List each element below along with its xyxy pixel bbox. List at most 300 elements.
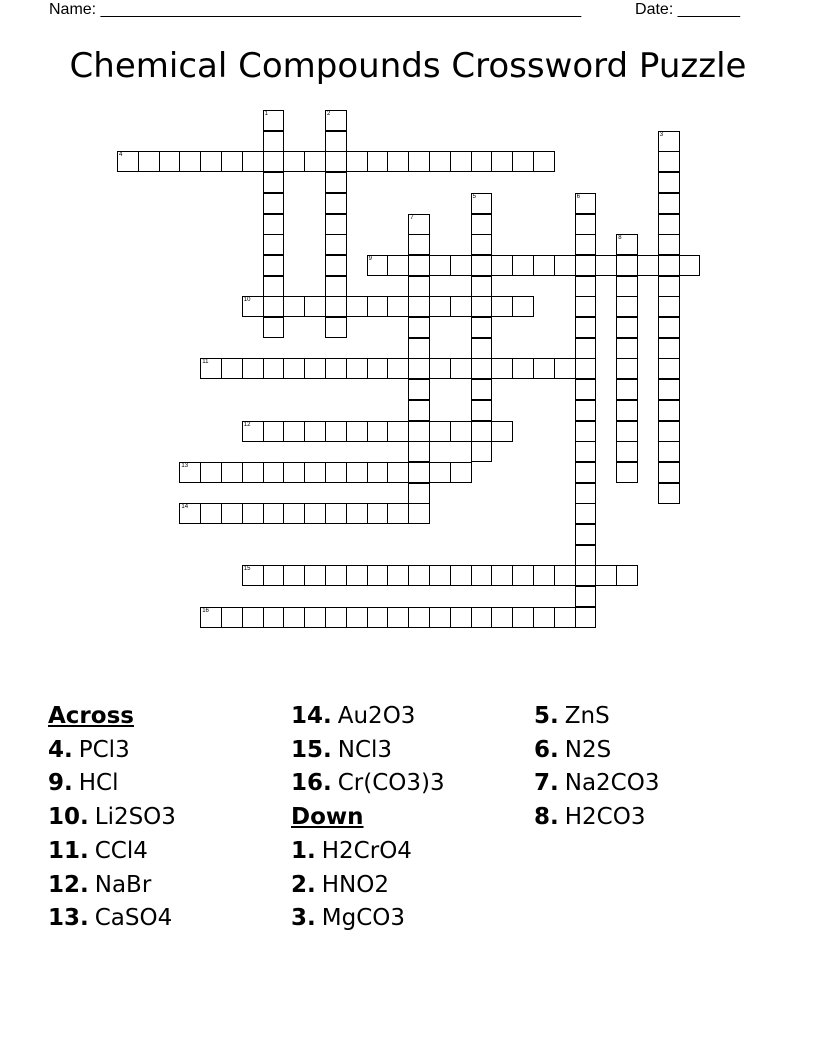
grid-cell[interactable]: [575, 462, 597, 483]
grid-cell[interactable]: [595, 565, 617, 586]
grid-cell[interactable]: [575, 483, 597, 504]
grid-cell[interactable]: [408, 503, 430, 524]
grid-cell[interactable]: [658, 483, 680, 504]
clue-number: 6.: [534, 736, 559, 763]
grid-cell[interactable]: [471, 441, 493, 462]
grid-cell[interactable]: [346, 607, 368, 628]
clue-number-label: 8: [618, 235, 622, 242]
grid-cell[interactable]: [346, 565, 368, 586]
clue-column-1: [48, 700, 176, 936]
grid-cell[interactable]: [325, 214, 347, 235]
grid-cell[interactable]: [450, 421, 472, 442]
grid-cell[interactable]: [658, 214, 680, 235]
grid-cell[interactable]: [263, 317, 285, 338]
grid-cell[interactable]: [554, 358, 576, 379]
clue-down: [291, 869, 445, 903]
grid-cell[interactable]: [242, 565, 264, 586]
grid-cell[interactable]: [159, 151, 181, 172]
clue-text: CaSO4: [94, 905, 173, 932]
grid-cell[interactable]: [512, 255, 534, 276]
clue-number: 1.: [291, 837, 316, 864]
grid-cell[interactable]: [471, 276, 493, 297]
grid-cell[interactable]: [242, 607, 264, 628]
grid-cell[interactable]: [304, 503, 326, 524]
grid-cell[interactable]: [658, 317, 680, 338]
clue-number-label: 2: [327, 111, 331, 117]
clue-down: [534, 734, 659, 768]
date-field-label[interactable]: Date: _______: [635, 1, 740, 18]
grid-cell[interactable]: [616, 400, 638, 421]
grid-cell[interactable]: [429, 607, 451, 628]
grid-cell[interactable]: [491, 151, 513, 172]
grid-cell[interactable]: [283, 421, 305, 442]
clue-number-label: 10: [243, 297, 251, 304]
clue-text: Li2SO3: [94, 804, 176, 831]
grid-cell[interactable]: [616, 338, 638, 359]
clue-number-label: 11: [202, 359, 209, 366]
grid-cell[interactable]: [263, 276, 285, 297]
grid-cell[interactable]: [346, 151, 368, 172]
grid-cell[interactable]: [304, 296, 326, 317]
clue-text: PCl3: [78, 736, 130, 763]
across-heading: Across: [48, 703, 134, 729]
grid-cell[interactable]: [242, 503, 264, 524]
clue-across: [48, 869, 176, 903]
grid-cell[interactable]: [387, 255, 409, 276]
grid-cell[interactable]: [575, 545, 597, 566]
grid-cell[interactable]: [471, 151, 493, 172]
grid-cell[interactable]: [575, 421, 597, 442]
grid-cell[interactable]: [658, 234, 680, 255]
grid-cell[interactable]: [429, 565, 451, 586]
clue-number: 15.: [291, 736, 332, 763]
grid-cell[interactable]: [304, 607, 326, 628]
grid-cell[interactable]: [346, 358, 368, 379]
clue-text: NCl3: [337, 736, 393, 763]
grid-cell[interactable]: [387, 358, 409, 379]
clue-number: 5.: [534, 703, 559, 729]
clue-number-label: 3: [659, 131, 664, 138]
clue-number-label: 7: [410, 214, 414, 221]
grid-cell[interactable]: [471, 421, 493, 442]
grid-cell[interactable]: [263, 214, 285, 235]
grid-cell[interactable]: [450, 151, 472, 172]
grid-cell[interactable]: [408, 276, 430, 297]
grid-cell[interactable]: [263, 565, 285, 586]
clue-number: 4.: [48, 736, 73, 763]
grid-cell[interactable]: [491, 255, 513, 276]
grid-cell[interactable]: [408, 462, 430, 483]
grid-cell[interactable]: [408, 255, 430, 276]
clue-number: 10.: [48, 804, 89, 831]
grid-cell[interactable]: [450, 255, 472, 276]
grid-cell[interactable]: [408, 565, 430, 586]
grid-cell[interactable]: [263, 172, 285, 193]
grid-cell[interactable]: [616, 421, 638, 442]
grid-cell[interactable]: [200, 503, 222, 524]
grid-cell[interactable]: [263, 421, 285, 442]
grid-cell[interactable]: [450, 296, 472, 317]
grid-cell[interactable]: [387, 296, 409, 317]
grid-cell[interactable]: [304, 421, 326, 442]
grid-cell[interactable]: [575, 234, 597, 255]
grid-cell[interactable]: [325, 421, 347, 442]
grid-cell[interactable]: [346, 421, 368, 442]
grid-cell[interactable]: [221, 503, 243, 524]
grid-cell[interactable]: [658, 172, 680, 193]
grid-cell[interactable]: [575, 503, 597, 524]
grid-cell[interactable]: [283, 565, 305, 586]
grid-cell[interactable]: [408, 151, 430, 172]
clue-text: NaBr: [94, 871, 152, 898]
grid-cell[interactable]: [325, 607, 347, 628]
grid-cell[interactable]: [179, 462, 201, 483]
grid-cell[interactable]: [242, 358, 264, 379]
grid-cell[interactable]: [616, 565, 638, 586]
clue-text: HNO2: [321, 871, 389, 898]
grid-cell[interactable]: [616, 276, 638, 297]
grid-cell[interactable]: [263, 296, 285, 317]
grid-cell[interactable]: [595, 255, 617, 276]
grid-cell[interactable]: [325, 317, 347, 338]
grid-cell[interactable]: [263, 358, 285, 379]
grid-cell[interactable]: [283, 296, 305, 317]
grid-cell[interactable]: [491, 296, 513, 317]
grid-cell[interactable]: [325, 503, 347, 524]
grid-cell[interactable]: [658, 193, 680, 214]
clue-number-label: 15: [243, 566, 251, 573]
grid-cell[interactable]: [408, 379, 430, 400]
grid-cell[interactable]: [471, 565, 493, 586]
grid-cell[interactable]: [304, 358, 326, 379]
grid-cell[interactable]: [471, 296, 493, 317]
grid-cell[interactable]: [242, 296, 264, 317]
grid-cell[interactable]: [221, 151, 243, 172]
grid-cell[interactable]: [367, 151, 389, 172]
clue-number-label: 16: [202, 607, 209, 614]
grid-cell[interactable]: [575, 276, 597, 297]
grid-cell[interactable]: [658, 276, 680, 297]
grid-cell[interactable]: [554, 565, 576, 586]
grid-cell[interactable]: [616, 255, 638, 276]
grid-cell[interactable]: [408, 441, 430, 462]
clue-text: ZnS: [564, 703, 610, 729]
grid-cell[interactable]: [263, 131, 285, 152]
clue-number-label: 6: [576, 193, 580, 200]
grid-cell[interactable]: [346, 462, 368, 483]
grid-cell[interactable]: [575, 193, 597, 214]
grid-cell[interactable]: [575, 607, 597, 628]
grid-cell[interactable]: [616, 358, 638, 379]
grid-cell[interactable]: [658, 255, 680, 276]
grid-cell[interactable]: [387, 151, 409, 172]
grid-cell[interactable]: [367, 421, 389, 442]
grid-cell[interactable]: [138, 151, 160, 172]
grid-cell[interactable]: [658, 400, 680, 421]
grid-cell[interactable]: [263, 255, 285, 276]
grid-cell[interactable]: [575, 379, 597, 400]
clue-down: [291, 902, 445, 936]
grid-cell[interactable]: [575, 524, 597, 545]
grid-cell[interactable]: [408, 234, 430, 255]
clue-text: MgCO3: [321, 905, 405, 932]
grid-cell[interactable]: [491, 421, 513, 442]
grid-cell[interactable]: [346, 503, 368, 524]
grid-cell[interactable]: [408, 338, 430, 359]
grid-cell[interactable]: [429, 421, 451, 442]
clue-number-label: 4: [119, 152, 123, 159]
grid-cell[interactable]: [263, 110, 285, 131]
grid-cell[interactable]: [575, 338, 597, 359]
grid-cell[interactable]: [616, 234, 638, 255]
grid-cell[interactable]: [325, 358, 347, 379]
grid-cell[interactable]: [658, 131, 680, 152]
grid-cell[interactable]: [533, 255, 555, 276]
grid-cell[interactable]: [367, 358, 389, 379]
grid-cell[interactable]: [304, 565, 326, 586]
grid-cell[interactable]: [471, 193, 493, 214]
grid-cell[interactable]: [575, 214, 597, 235]
grid-cell[interactable]: [554, 607, 576, 628]
clue-number: 11.: [48, 837, 89, 864]
grid-cell[interactable]: [325, 151, 347, 172]
grid-cell[interactable]: [325, 255, 347, 276]
grid-cell[interactable]: [367, 296, 389, 317]
grid-cell[interactable]: [471, 379, 493, 400]
grid-cell[interactable]: [242, 151, 264, 172]
clue-number-label: 9: [368, 255, 372, 262]
clue-text: CCl4: [94, 837, 148, 864]
grid-cell[interactable]: [283, 503, 305, 524]
clue-number-label: 12: [243, 421, 251, 428]
clue-across: [291, 734, 445, 768]
grid-cell[interactable]: [367, 462, 389, 483]
grid-cell[interactable]: [221, 358, 243, 379]
grid-cell[interactable]: [533, 151, 555, 172]
clue-across: [48, 902, 176, 936]
grid-cell[interactable]: [408, 317, 430, 338]
grid-cell[interactable]: [533, 358, 555, 379]
grid-cell[interactable]: [429, 151, 451, 172]
clue-down: [534, 700, 659, 734]
grid-cell[interactable]: [367, 565, 389, 586]
grid-cell[interactable]: [575, 400, 597, 421]
clue-down: [534, 801, 659, 835]
grid-cell[interactable]: [512, 151, 534, 172]
grid-cell[interactable]: [200, 151, 222, 172]
clue-number: 14.: [291, 703, 332, 729]
clue-number: 12.: [48, 871, 89, 898]
clue-down: [291, 835, 445, 869]
grid-cell[interactable]: [408, 421, 430, 442]
grid-cell[interactable]: [450, 565, 472, 586]
grid-cell[interactable]: [408, 214, 430, 235]
grid-cell[interactable]: [429, 255, 451, 276]
grid-cell[interactable]: [221, 607, 243, 628]
grid-cell[interactable]: [471, 607, 493, 628]
grid-cell[interactable]: [200, 462, 222, 483]
grid-cell[interactable]: [325, 462, 347, 483]
grid-cell[interactable]: [575, 317, 597, 338]
grid-cell[interactable]: [512, 358, 534, 379]
grid-cell[interactable]: [491, 565, 513, 586]
name-field-label[interactable]: Name: ______________________________________________________: [49, 1, 582, 18]
grid-cell[interactable]: [242, 421, 264, 442]
grid-cell[interactable]: [658, 441, 680, 462]
clue-column-3: [534, 700, 659, 835]
grid-cell[interactable]: [554, 255, 576, 276]
grid-cell[interactable]: [512, 607, 534, 628]
grid-cell[interactable]: [512, 296, 534, 317]
grid-cell[interactable]: [429, 462, 451, 483]
clue-text: Au2O3: [337, 703, 416, 729]
grid-cell[interactable]: [471, 358, 493, 379]
grid-cell[interactable]: [200, 607, 222, 628]
clue-number-label: 1: [264, 111, 268, 117]
grid-cell[interactable]: [616, 296, 638, 317]
grid-cell[interactable]: [179, 151, 201, 172]
grid-cell[interactable]: [283, 151, 305, 172]
grid-cell[interactable]: [263, 193, 285, 214]
grid-cell[interactable]: [283, 358, 305, 379]
grid-cell[interactable]: [471, 234, 493, 255]
grid-cell[interactable]: [450, 358, 472, 379]
grid-cell[interactable]: [325, 172, 347, 193]
grid-cell[interactable]: [408, 607, 430, 628]
clue-down: [534, 767, 659, 801]
clue-across: [48, 835, 176, 869]
clue-text: N2S: [564, 736, 612, 763]
grid-cell[interactable]: [325, 276, 347, 297]
grid-cell[interactable]: [179, 503, 201, 524]
clue-text: H2CO3: [564, 804, 646, 831]
grid-cell[interactable]: [471, 338, 493, 359]
clue-number: 13.: [48, 905, 89, 932]
grid-cell[interactable]: [471, 317, 493, 338]
grid-cell[interactable]: [533, 565, 555, 586]
grid-cell[interactable]: [471, 214, 493, 235]
grid-cell[interactable]: [325, 234, 347, 255]
grid-cell[interactable]: [575, 586, 597, 607]
grid-cell[interactable]: [429, 296, 451, 317]
clue-number: 16.: [291, 770, 332, 797]
grid-cell[interactable]: [387, 503, 409, 524]
grid-cell[interactable]: [325, 565, 347, 586]
clue-column-2: [291, 700, 445, 936]
clue-across: [48, 801, 176, 835]
grid-cell[interactable]: [679, 255, 701, 276]
grid-cell[interactable]: [304, 462, 326, 483]
grid-cell[interactable]: [575, 565, 597, 586]
grid-cell[interactable]: [200, 358, 222, 379]
page-title: Chemical Compounds Crossword Puzzle: [69, 46, 747, 86]
grid-cell[interactable]: [117, 151, 139, 172]
grid-cell[interactable]: [533, 607, 555, 628]
clue-text: HCl: [78, 770, 119, 797]
grid-cell[interactable]: [346, 296, 368, 317]
grid-cell[interactable]: [408, 358, 430, 379]
grid-cell[interactable]: [575, 441, 597, 462]
grid-cell[interactable]: [491, 358, 513, 379]
grid-cell[interactable]: [387, 462, 409, 483]
clue-number: 3.: [291, 905, 316, 932]
grid-cell[interactable]: [367, 607, 389, 628]
grid-cell[interactable]: [325, 110, 347, 131]
grid-cell[interactable]: [450, 607, 472, 628]
grid-cell[interactable]: [263, 462, 285, 483]
grid-cell[interactable]: [429, 358, 451, 379]
grid-cell[interactable]: [408, 400, 430, 421]
clue-number: 7.: [534, 770, 559, 797]
grid-cell[interactable]: [325, 296, 347, 317]
clue-number-label: 13: [181, 462, 189, 469]
grid-cell[interactable]: [658, 358, 680, 379]
grid-cell[interactable]: [658, 296, 680, 317]
grid-cell[interactable]: [616, 441, 638, 462]
clue-number: 8.: [534, 804, 559, 831]
grid-cell[interactable]: [387, 421, 409, 442]
grid-cell[interactable]: [387, 607, 409, 628]
grid-cell[interactable]: [263, 503, 285, 524]
clue-number: 9.: [48, 770, 73, 797]
grid-cell[interactable]: [512, 565, 534, 586]
grid-cell[interactable]: [221, 462, 243, 483]
grid-cell[interactable]: [575, 358, 597, 379]
grid-cell[interactable]: [471, 255, 493, 276]
grid-cell[interactable]: [408, 296, 430, 317]
grid-cell[interactable]: [575, 296, 597, 317]
grid-cell[interactable]: [242, 462, 264, 483]
clue-text: Na2CO3: [564, 770, 660, 797]
grid-cell[interactable]: [658, 338, 680, 359]
clue-number: 2.: [291, 871, 316, 898]
clue-text: Cr(CO3)3: [337, 770, 445, 797]
grid-cell[interactable]: [658, 379, 680, 400]
grid-cell[interactable]: [658, 462, 680, 483]
grid-cell[interactable]: [263, 607, 285, 628]
grid-cell[interactable]: [658, 421, 680, 442]
clue-across: [48, 734, 176, 768]
grid-cell[interactable]: [408, 483, 430, 504]
clue-across: [48, 767, 176, 801]
grid-cell[interactable]: [367, 503, 389, 524]
grid-cell[interactable]: [575, 255, 597, 276]
grid-cell[interactable]: [387, 565, 409, 586]
grid-cell[interactable]: [471, 400, 493, 421]
clue-number-label: 5: [472, 193, 476, 200]
grid-cell[interactable]: [325, 131, 347, 152]
grid-cell[interactable]: [637, 255, 659, 276]
clue-number-label: 14: [181, 504, 189, 511]
grid-cell[interactable]: [283, 607, 305, 628]
grid-cell[interactable]: [325, 193, 347, 214]
grid-cell[interactable]: [616, 462, 638, 483]
grid-cell[interactable]: [658, 151, 680, 172]
grid-cell[interactable]: [283, 462, 305, 483]
grid-cell[interactable]: [616, 317, 638, 338]
clue-across: [291, 767, 445, 801]
grid-cell[interactable]: [491, 607, 513, 628]
grid-cell[interactable]: [263, 151, 285, 172]
down-heading: Down: [291, 804, 364, 831]
grid-cell[interactable]: [450, 462, 472, 483]
grid-cell[interactable]: [616, 379, 638, 400]
clue-across: [291, 700, 445, 734]
grid-cell[interactable]: [263, 234, 285, 255]
clue-text: H2CrO4: [321, 837, 412, 864]
grid-cell[interactable]: [304, 151, 326, 172]
grid-cell[interactable]: [367, 255, 389, 276]
